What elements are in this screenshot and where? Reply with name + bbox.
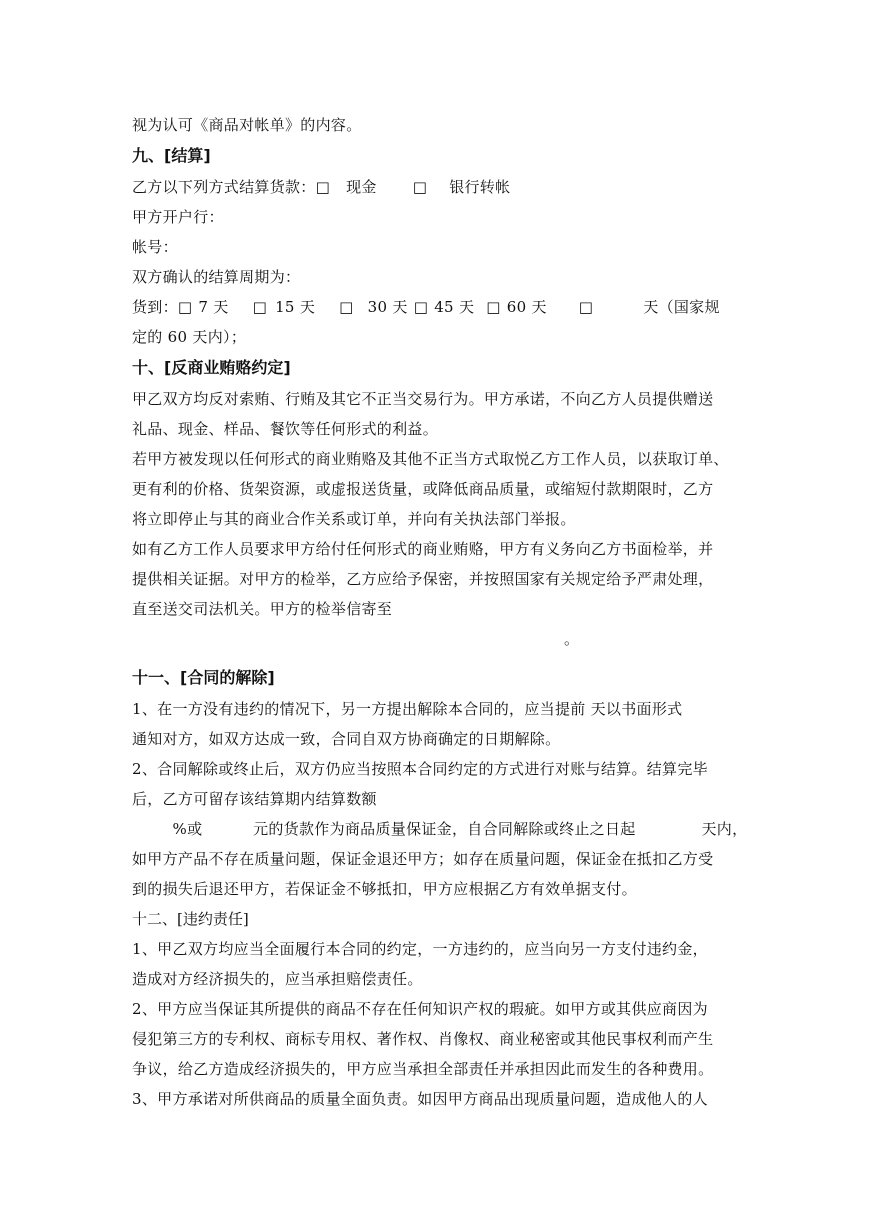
section12-line: 2、甲方应当保证其所提供的商品不存在任何知识产权的瑕疵。如甲方或其供应商因为 — [132, 1000, 708, 1018]
section12-title: 十二、[违约责任] — [132, 910, 249, 928]
payment-method-line — [132, 172, 742, 202]
cycle-15-checkbox[interactable]: □ — [252, 298, 268, 316]
cycle-label: 双方确认的结算周期为： — [132, 268, 301, 286]
section12-line: 1、甲乙双方均应当全面履行本合同的约定，一方违约的，应当向另一方支付违约金， — [132, 940, 708, 958]
section10-line: 提供相关证据。对甲方的检举，乙方应给予保密，并按照国家有关规定给予严肃处理， — [132, 570, 714, 588]
cycle-45-checkbox[interactable]: □ — [413, 298, 429, 316]
section11-p2-line4: 如甲方产品不存在质量问题，保证金退还甲方；如存在质量问题，保证金在抵扣乙方受 — [132, 850, 714, 868]
section10-line: 如有乙方工作人员要求甲方给付任何形式的商业贿赂，甲方有义务向乙方书面检举，并 — [132, 540, 714, 558]
section12-line: 争议，给乙方造成经济损失的，甲方应当承担全部责任并承担因此而发生的各种费用。 — [132, 1060, 714, 1078]
cycle-custom-checkbox[interactable]: □ — [578, 298, 594, 316]
section10-line: 礼品、现金、样品、餐饮等任何形式的利益。 — [132, 420, 439, 438]
section11-p2-line1: 2、合同解除或终止后，双方仍应当按照本合同约定的方式进行对账与结算。结算完毕 — [132, 760, 708, 778]
cycle-30-label: 30 天 — [367, 298, 408, 316]
bank-label: 甲方开户行： — [132, 208, 224, 226]
section10-line: 直至送交司法机关。甲方的检举信寄至 — [132, 600, 393, 618]
section11-p1-line1: 1、在一方没有违约的情况下，另一方提出解除本合同的，应当提前 天以书面形式 — [132, 700, 683, 718]
report-address-end — [132, 624, 742, 654]
section8-tail: 视为认可《商品对帐单》的内容。 — [132, 116, 362, 134]
settlement-cycle-options — [132, 292, 742, 322]
end-mark: 。 — [564, 630, 580, 648]
cycle-30-checkbox[interactable]: □ — [339, 298, 354, 316]
section11-p2-line5: 到的损失后退还甲方，若保证金不够抵扣，甲方应根据乙方有效单据支付。 — [132, 880, 637, 898]
section12-line: 3、甲方承诺对所供商品的质量全面负责。如因甲方商品出现质量问题，造成他人的人 — [132, 1090, 708, 1108]
bank-checkbox[interactable]: □ — [412, 178, 428, 196]
cash-checkbox[interactable]: □ — [315, 178, 331, 196]
section10-title: 十、[反商业贿赂约定] — [132, 358, 291, 377]
cycle-45-label: 45 天 — [434, 298, 475, 316]
cycle-custom-tail: 天（国家规 — [643, 298, 720, 316]
payment-prefix: 乙方以下列方式结算货款： — [132, 178, 316, 196]
section12-line: 侵犯第三方的专利权、商标专用权、著作权、肖像权、商业秘密或其他民事权利而产生 — [132, 1030, 714, 1048]
cycle-15-label: 15 天 — [275, 298, 316, 316]
section11-p2-line3: %或 元的货款作为商品质量保证金，自合同解除或终止之日起 天内， — [132, 820, 748, 838]
cycle-7-checkbox[interactable]: □ — [177, 298, 193, 316]
bank-transfer-label: 银行转帐 — [449, 178, 511, 196]
goods-prefix: 货到： — [132, 298, 178, 316]
cycle-note: 定的 60 天内）； — [132, 328, 247, 346]
cycle-60-label: 60 天 — [506, 298, 547, 316]
cycle-7-label: 7 天 — [198, 298, 229, 316]
section11-p2-line2: 后，乙方可留存该结算期内结算数额 — [132, 790, 377, 808]
section9-title: 九、[结算] — [132, 146, 211, 165]
section10-line: 将立即停止与其的商业合作关系或订单，并向有关执法部门举报。 — [132, 510, 576, 528]
cycle-60-checkbox[interactable]: □ — [486, 298, 501, 316]
section10-line: 甲乙双方均反对索贿、行贿及其它不正当交易行为。甲方承诺，不向乙方人员提供赠送 — [132, 390, 714, 408]
section10-line: 更有利的价格、货架资源，或虚报送货量，或降低商品质量，或缩短付款期限时，乙方 — [132, 480, 714, 498]
section11-p1-line2: 通知对方，如双方达成一致，合同自双方协商确定的日期解除。 — [132, 730, 561, 748]
contract-page — [132, 110, 748, 1114]
cash-label: 现金 — [346, 178, 377, 196]
account-label: 帐号： — [132, 238, 178, 256]
section11-title: 十一、[合同的解除] — [132, 668, 275, 687]
section10-line: 若甲方被发现以任何形式的商业贿赂及其他不正当方式取悦乙方工作人员，以获取订单、 — [132, 450, 729, 468]
section12-line: 造成对方经济损失的，应当承担赔偿责任。 — [132, 970, 423, 988]
